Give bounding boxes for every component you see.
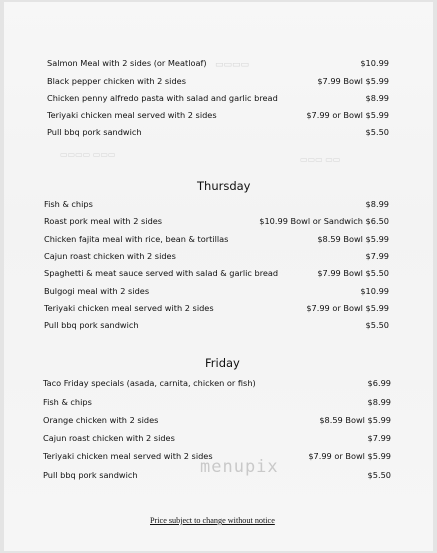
menu-item-price: $5.50 — [367, 470, 391, 480]
menu-item-price: $7.99 or Bowl $5.99 — [306, 110, 389, 120]
menu-item-price: $5.50 — [365, 127, 389, 137]
menu-item-price: $8.59 Bowl $5.99 — [319, 415, 391, 425]
menu-item-name: Teriyaki chicken meal served with 2 sides — [43, 451, 213, 461]
menu-item-price: $7.99 — [365, 251, 389, 261]
menu-item-price: $6.99 — [367, 378, 391, 388]
menu-item-price: $5.50 — [365, 320, 389, 330]
menu-item-price: $7.99 or Bowl $5.99 — [308, 451, 391, 461]
menu-item-price: $10.99 — [360, 286, 389, 296]
menu-item-name: Chicken fajita meal with rice, bean & tortillas — [44, 234, 229, 244]
menu-item-name: Black pepper chicken with 2 sides — [47, 76, 186, 86]
menu-item-price: $8.59 Bowl $5.99 — [317, 234, 389, 244]
watermark-logo: menupix — [200, 457, 279, 477]
price-disclaimer: Price subject to change without notice — [150, 516, 275, 525]
menu-item-name: Teriyaki chicken meal served with 2 sides — [44, 303, 214, 313]
menu-item-price: $10.99 Bowl or Sandwich $6.50 — [259, 216, 389, 226]
menu-item-price: $8.99 — [365, 93, 389, 103]
menu-item-name: Orange chicken with 2 sides — [43, 415, 159, 425]
menu-item-name: Chicken penny alfredo pasta with salad and garlic bread — [47, 93, 278, 103]
menu-item-name: Pull bbq pork sandwich — [43, 470, 138, 480]
menu-item-name: Taco Friday specials (asada, carnita, chicken or fish) — [43, 378, 256, 388]
menu-item-name: Cajun roast chicken with 2 sides — [43, 433, 175, 443]
menu-item-name: Cajun roast chicken with 2 sides — [44, 251, 176, 261]
menu-item-price: $7.99 Bowl $5.50 — [317, 268, 389, 278]
menu-item-price: $7.99 Bowl $5.99 — [317, 76, 389, 86]
menu-item-price: $8.99 — [367, 397, 391, 407]
section-heading: Thursday — [197, 179, 251, 193]
menu-item-name: Pull bbq pork sandwich — [44, 320, 139, 330]
menu-item-price: $7.99 or Bowl $5.99 — [306, 303, 389, 313]
menu-item-name: Roast pork meal with 2 sides — [44, 216, 163, 226]
menu-item-name: Teriyaki chicken meal served with 2 sides — [47, 110, 217, 120]
section-heading: Friday — [205, 356, 240, 370]
menu-item-name: Bulgogi meal with 2 sides — [44, 286, 150, 296]
menu-item-name: Pull bbq pork sandwich — [47, 127, 142, 137]
menu-item-name: Salmon Meal with 2 sides (or Meatloaf) — [47, 58, 207, 68]
bleed-through-mark: ▭▭▭▭ ▭▭▭ — [60, 150, 116, 159]
menu-item-price: $8.99 — [365, 199, 389, 209]
menu-item-name: Fish & chips — [44, 199, 93, 209]
bleed-through-mark: ▭▭▭ ▭▭ — [300, 155, 341, 164]
menu-item-price: $10.99 — [360, 58, 389, 68]
menu-item-price: $7.99 — [367, 433, 391, 443]
menu-item-name: Spaghetti & meat sauce served with salad & garlic bread — [44, 268, 279, 278]
menu-item-name: Fish & chips — [43, 397, 92, 407]
bleed-through-mark: ▭▭▭▭ — [215, 60, 250, 70]
